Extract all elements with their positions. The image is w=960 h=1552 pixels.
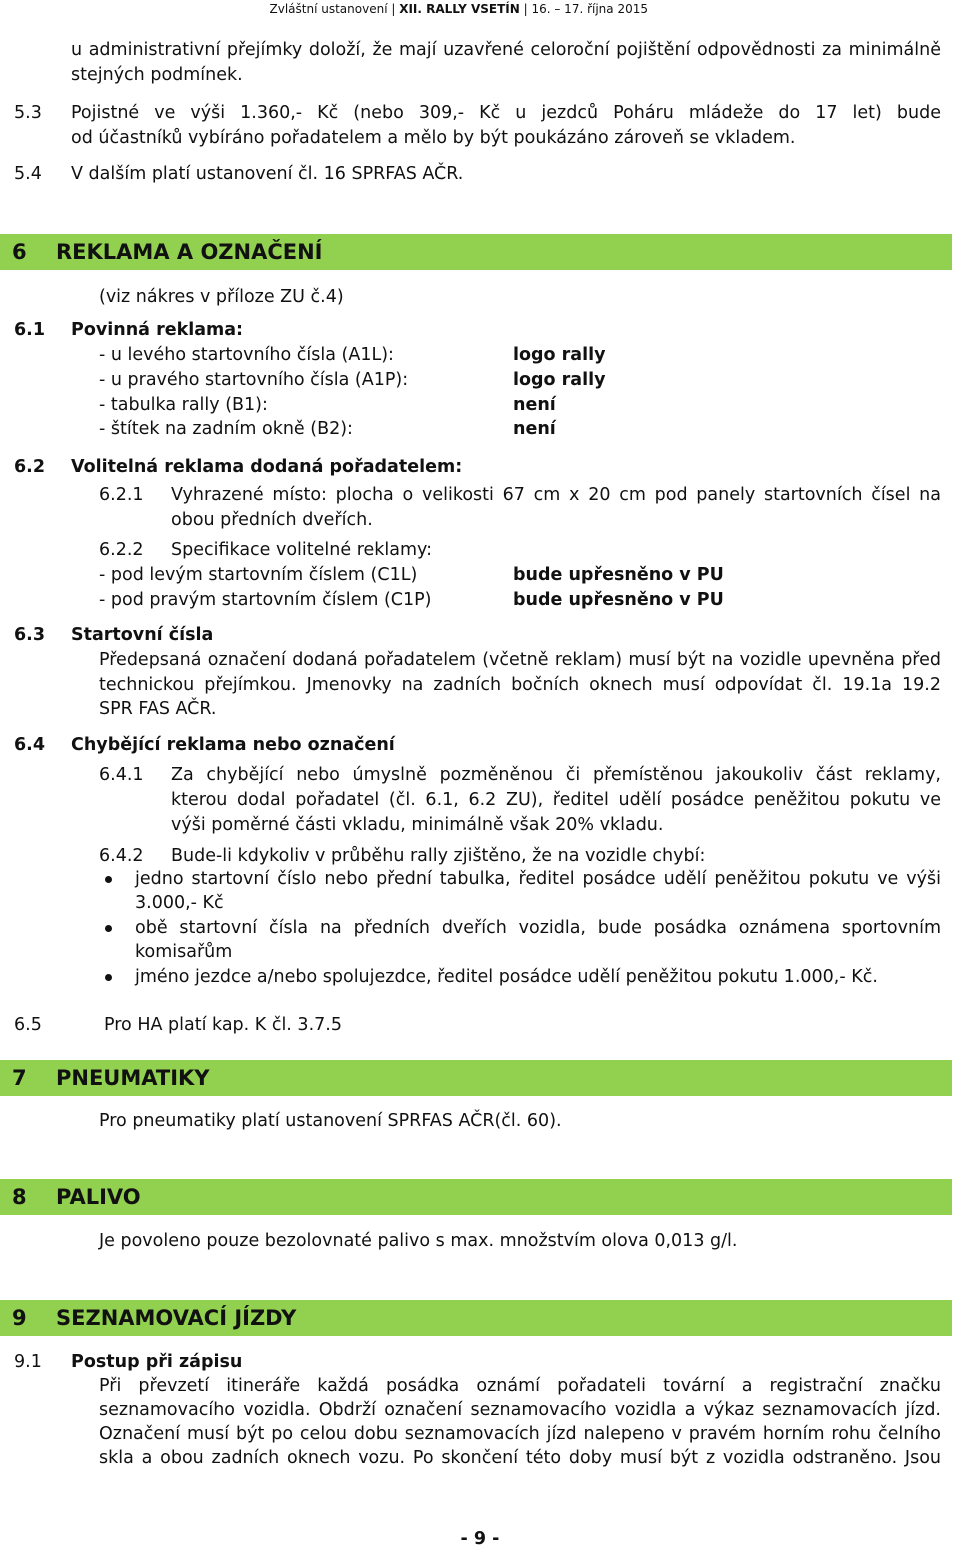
p65-number: 6.5 bbox=[14, 1015, 42, 1035]
section-7-heading bbox=[0, 1060, 952, 1096]
bullet-item-continuation: komisařům bbox=[135, 942, 233, 962]
p61-item-value: není bbox=[513, 395, 556, 415]
p621-line-1: Vyhrazené místo: plocha o velikosti 67 cm x 20 cm pod panely startovních čísel na bbox=[171, 485, 941, 505]
intro-line-1: u administrativní přejímky doloží, že mají uzavřené celoroční pojištění odpovědnosti za minimálně bbox=[71, 40, 941, 60]
p622-item-value: bude upřesněno v PU bbox=[513, 590, 724, 610]
section-6-title: REKLAMA A OZNAČENÍ bbox=[56, 240, 323, 264]
p53-line-2: od účastníků vybíráno pořadatelem a mělo by být poukázáno zároveň se vkladem. bbox=[71, 128, 796, 148]
p642-number: 6.4.2 bbox=[99, 846, 144, 866]
p64-title: Chybějící reklama nebo označení bbox=[71, 735, 395, 755]
s6-note: (viz nákres v příloze ZU č.4) bbox=[99, 287, 344, 307]
p91-line-1: Při převzetí itineráře každá posádka oznámí pořadateli tovární a registrační značku bbox=[99, 1376, 941, 1396]
p54-text: V dalším platí ustanovení čl. 16 SPRFAS AČR. bbox=[71, 164, 464, 184]
section-9-heading bbox=[0, 1300, 952, 1336]
p622-item-value: bude upřesněno v PU bbox=[513, 565, 724, 585]
p91-line-3: Označení musí být po celou dobu seznamovacích jízd nalepeno v pravém horním rohu čelního bbox=[99, 1424, 941, 1444]
p91-number: 9.1 bbox=[14, 1352, 42, 1372]
section-6-heading bbox=[0, 234, 952, 270]
section-8-title: PALIVO bbox=[56, 1185, 141, 1209]
p61-item-value: není bbox=[513, 419, 556, 439]
p62-title: Volitelná reklama dodaná pořadatelem: bbox=[71, 457, 463, 477]
p61-item-value: logo rally bbox=[513, 370, 606, 390]
p62-number: 6.2 bbox=[14, 457, 46, 477]
p621-line-2: obou předních dveřích. bbox=[171, 510, 373, 530]
p641-number: 6.4.1 bbox=[99, 765, 144, 785]
p622-text: Specifikace volitelné reklamy: bbox=[171, 540, 433, 560]
p63-line-1: Předepsaná označení dodaná pořadatelem (včetně reklam) musí být na vozidle upevněna před bbox=[99, 650, 941, 670]
p621-number: 6.2.1 bbox=[99, 485, 144, 505]
p641-line-1: Za chybějící nebo úmyslně pozměněnou či přemístěnou jakoukoliv část reklamy, bbox=[171, 765, 941, 785]
header-prefix: Zvláštní ustanovení | bbox=[269, 2, 396, 16]
p91-line-2: seznamovacího vozidla. Obdrží označení seznamovacího vozidla a výkaz seznamovacích jízd. bbox=[99, 1400, 941, 1420]
p53-number: 5.3 bbox=[14, 103, 42, 123]
p622-item-label: - pod pravým startovním číslem (C1P) bbox=[99, 590, 432, 610]
p641-line-2: kterou dodal pořadatel (čl. 6.1, 6.2 ZU), ředitel udělí posádce peněžitou pokutu ve bbox=[171, 790, 941, 810]
bullet-item: obě startovní čísla na předních dveřích vozidla, bude posádka oznámena sportovním bbox=[135, 916, 941, 941]
header-title: XII. RALLY VSETÍN bbox=[399, 2, 520, 16]
p641-line-3: výši poměrné části vkladu, minimálně však 20% vkladu. bbox=[171, 815, 664, 835]
p61-number: 6.1 bbox=[14, 320, 46, 340]
p61-item-label: - tabulka rally (B1): bbox=[99, 395, 268, 415]
p65-text: Pro HA platí kap. K čl. 3.7.5 bbox=[104, 1015, 342, 1035]
p91-title: Postup při zápisu bbox=[71, 1352, 243, 1372]
section-8-number: 8 bbox=[12, 1185, 27, 1209]
p54-number: 5.4 bbox=[14, 164, 42, 184]
p622-item-label: - pod levým startovním číslem (C1L) bbox=[99, 565, 418, 585]
s8-text: Je povoleno pouze bezolovnaté palivo s max. množstvím olova 0,013 g/l. bbox=[99, 1231, 738, 1251]
p63-line-2: technickou přejímkou. Jmenovky na zadních bočních oknech musí odpovídat čl. 19.1a 19.2 bbox=[99, 675, 941, 695]
p63-number: 6.3 bbox=[14, 625, 46, 645]
p91-line-4: skla a obou zadních oknech vozu. Po skončení této doby musí být z vozidla odstraněno. Jsou bbox=[99, 1448, 941, 1468]
p622-number: 6.2.2 bbox=[99, 540, 144, 560]
page-header bbox=[270, 2, 648, 16]
section-7-number: 7 bbox=[12, 1066, 27, 1090]
p61-item-label: - u levého startovního čísla (A1L): bbox=[99, 345, 394, 365]
section-6-number: 6 bbox=[12, 240, 27, 264]
p63-title: Startovní čísla bbox=[71, 625, 214, 645]
header-suffix: | 16. – 17. října 2015 bbox=[523, 2, 648, 16]
p642-text: Bude-li kdykoliv v průběhu rally zjištěno, že na vozidle chybí: bbox=[171, 846, 706, 866]
s7-text: Pro pneumatiky platí ustanovení SPRFAS AČR(čl. 60). bbox=[99, 1111, 562, 1131]
p61-item-value: logo rally bbox=[513, 345, 606, 365]
p53-line-1: Pojistné ve výši 1.360,- Kč (nebo 309,- Kč u jezdců Poháru mládeže do 17 let) bude bbox=[71, 103, 941, 123]
intro-line-2: stejných podmínek. bbox=[71, 65, 243, 85]
section-7-title: PNEUMATIKY bbox=[56, 1066, 210, 1090]
p64-number: 6.4 bbox=[14, 735, 46, 755]
p61-title: Povinná reklama: bbox=[71, 320, 244, 340]
bullet-item-continuation: 3.000,- Kč bbox=[135, 893, 224, 913]
section-8-heading bbox=[0, 1179, 952, 1215]
section-9-title: SEZNAMOVACÍ JÍZDY bbox=[56, 1306, 297, 1330]
p63-line-3: SPR FAS AČR. bbox=[99, 699, 217, 719]
bullet-item: jméno jezdce a/nebo spolujezdce, ředitel posádce udělí peněžitou pokutu 1.000,- Kč. bbox=[135, 965, 878, 990]
section-9-number: 9 bbox=[12, 1306, 27, 1330]
p61-item-label: - u pravého startovního čísla (A1P): bbox=[99, 370, 409, 390]
p61-item-label: - štítek na zadním okně (B2): bbox=[99, 419, 353, 439]
page-number: - 9 - bbox=[460, 1529, 500, 1549]
bullet-item: jedno startovní číslo nebo přední tabulka, ředitel posádce udělí peněžitou pokutu ve výši bbox=[135, 867, 941, 892]
